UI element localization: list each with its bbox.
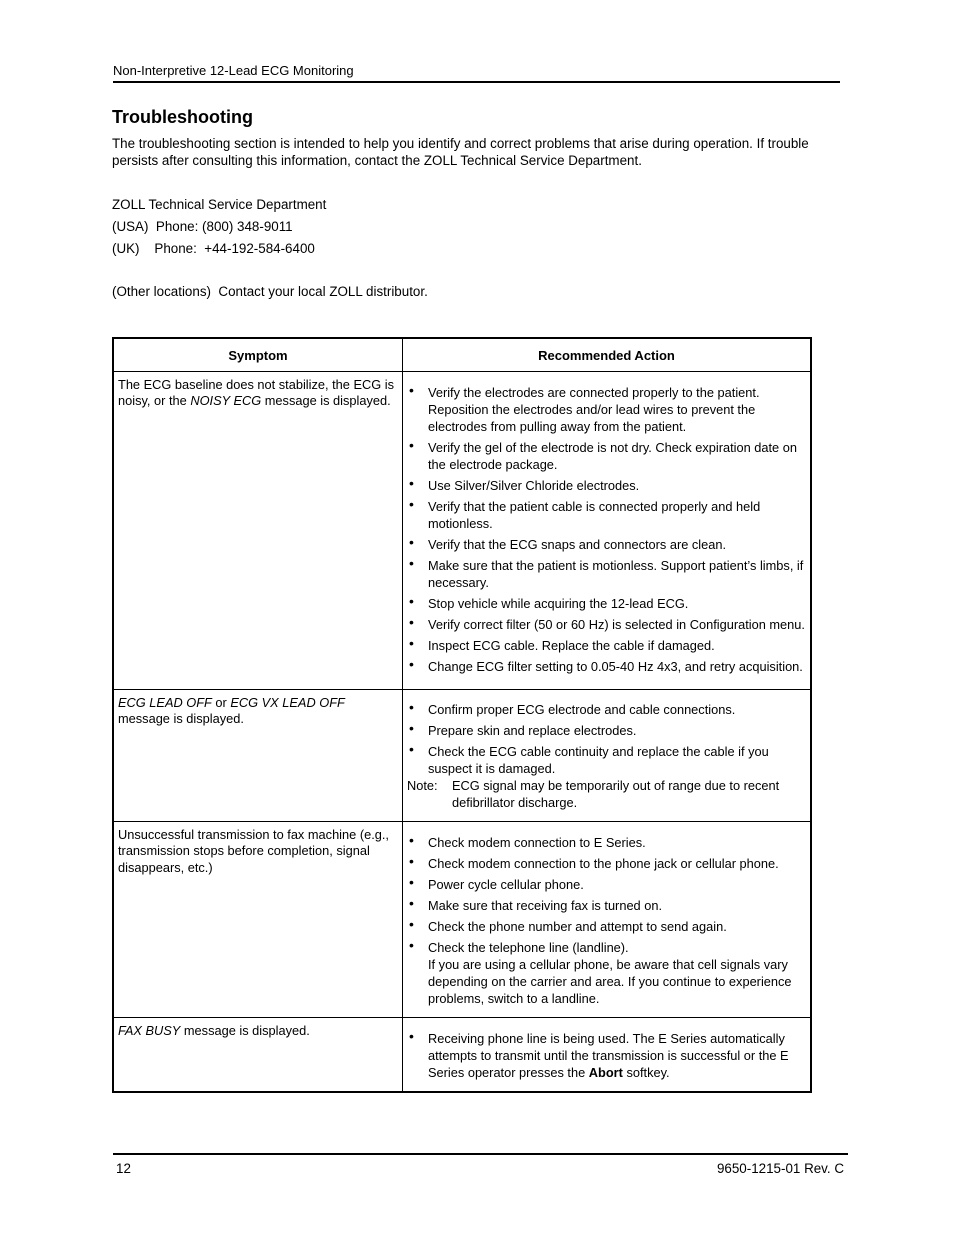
symptom-text: Unsuccessful transmission to fax machine (e.g., transmission stops before completion, signal disappears, etc.) <box>118 827 389 875</box>
note-label: Note: <box>407 778 438 793</box>
message-name: FAX BUSY <box>118 1023 181 1038</box>
action-detail: If you are using a cellular phone, be aware that cell signals vary depending on the carrier and area. If you continue to experience problems, switch to a landline. <box>428 957 792 1006</box>
symptom-cell <box>113 1018 403 1093</box>
action-cell <box>403 822 812 1018</box>
action-column-header: Recommended Action <box>403 338 812 372</box>
running-header: Non-Interpretive 12-Lead ECG Monitoring <box>113 63 354 78</box>
action-text: Check the telephone line (landline). <box>428 940 629 955</box>
list-item: • Use Silver/Silver Chloride electrodes. <box>407 477 806 494</box>
list-item: • Verify the gel of the electrode is not dry. Check expiration date on the electrode package. <box>407 439 806 473</box>
list-item: • Verify that the ECG snaps and connectors are clean. <box>407 536 806 553</box>
action-cell <box>403 372 812 690</box>
symptom-text: message is displayed. <box>261 393 391 409</box>
table-row <box>113 822 811 1018</box>
list-item: • Check modem connection to E Series. <box>407 834 806 851</box>
note <box>407 777 806 811</box>
list-item <box>407 939 806 1007</box>
list-item: • Confirm proper ECG electrode and cable connections. <box>407 701 806 718</box>
message-name: NOISY ECG <box>190 393 262 409</box>
contact-usa-phone: (USA) Phone: (800) 348-9011 <box>112 219 293 234</box>
symptom-text: The ECG baseline does not stabilize, the ECG is noisy, or the <box>118 377 394 409</box>
action-cell <box>403 690 812 822</box>
table-row <box>113 690 811 822</box>
header-rule <box>113 81 840 83</box>
symptom-text: message is displayed. <box>118 711 244 727</box>
softkey-name: Abort <box>588 1065 623 1080</box>
action-list <box>407 834 806 1007</box>
message-name: ECG VX LEAD OFF <box>230 695 345 710</box>
list-item: • Power cycle cellular phone. <box>407 876 806 893</box>
page-number: 12 <box>116 1161 131 1176</box>
message-name: ECG LEAD OFF <box>118 695 212 710</box>
list-item: • Inspect ECG cable. Replace the cable if damaged. <box>407 637 806 654</box>
document-number: 9650-1215-01 Rev. C <box>716 1161 844 1176</box>
symptom-cell <box>113 372 403 690</box>
symptom-cell <box>113 822 403 1018</box>
table-header-row <box>113 338 811 372</box>
list-item: • Stop vehicle while acquiring the 12-lead ECG. <box>407 595 806 612</box>
list-item: • Make sure that the patient is motionless. Support patient’s limbs, if necessary. <box>407 557 806 591</box>
list-item: • Check modem connection to the phone jack or cellular phone. <box>407 855 806 872</box>
action-list <box>407 1030 806 1081</box>
symptom-text: message is displayed. <box>180 1023 310 1038</box>
action-cell <box>403 1018 812 1093</box>
symptom-text: or <box>211 695 231 710</box>
symptom-cell <box>113 690 403 822</box>
table-row <box>113 1018 811 1093</box>
list-item <box>407 1030 806 1081</box>
list-item: • Prepare skin and replace electrodes. <box>407 722 806 739</box>
action-text: Verify the electrodes are connected properly to the patient. <box>428 385 760 400</box>
list-item: • Check the ECG cable continuity and replace the cable if you suspect it is damaged. <box>407 743 806 777</box>
intro-paragraph: The troubleshooting section is intended to help you identify and correct problems that arise during operation. If trouble persists after consulting this information, contact the ZOLL Technical Service Department. <box>112 136 809 168</box>
action-text: softkey. <box>622 1065 670 1080</box>
symptom-column-header: Symptom <box>113 338 403 372</box>
list-item: • Change ECG filter setting to 0.05-40 Hz 4x3, and retry acquisition. <box>407 658 806 675</box>
contact-uk-phone: (UK) Phone: +44-192-584-6400 <box>112 241 315 256</box>
list-item: • Verify that the patient cable is connected properly and held motionless. <box>407 498 806 532</box>
note-text: ECG signal may be temporarily out of range due to recent defibrillator discharge. <box>452 778 780 810</box>
table-row <box>113 372 811 690</box>
section-title: Troubleshooting <box>112 107 253 127</box>
action-text: Receiving phone line is being used. The E Series automatically attempts to transmit until the transmission is successful or the E Series operator presses the <box>428 1031 789 1080</box>
action-detail: Reposition the electrodes and/or lead wires to prevent the electrodes from pulling away from the patient. <box>428 402 756 434</box>
contact-department: ZOLL Technical Service Department <box>112 197 327 212</box>
footer-rule <box>113 1153 848 1155</box>
list-item: • Make sure that receiving fax is turned on. <box>407 897 806 914</box>
list-item <box>407 384 806 435</box>
action-list <box>407 701 806 777</box>
list-item: • Verify correct filter (50 or 60 Hz) is selected in Configuration menu. <box>407 616 806 633</box>
contact-other-locations: (Other locations) Contact your local ZOLL distributor. <box>112 284 428 299</box>
list-item: • Check the phone number and attempt to send again. <box>407 918 806 935</box>
action-list <box>407 384 806 675</box>
troubleshooting-table <box>112 337 812 1093</box>
